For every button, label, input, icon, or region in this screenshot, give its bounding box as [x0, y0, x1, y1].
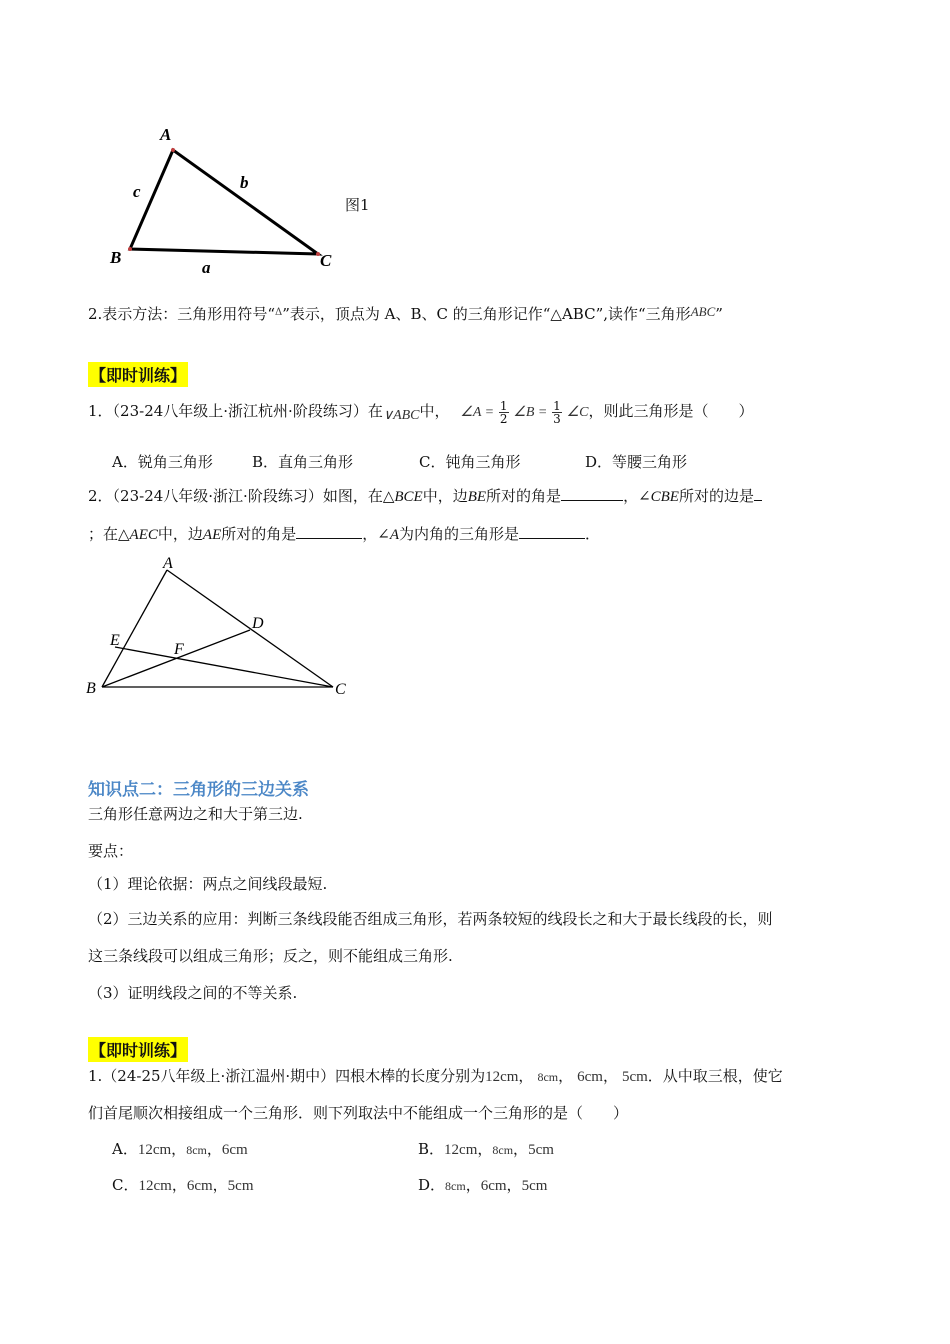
section-2-point-3: （3）证明线段之间的不等关系.: [88, 984, 298, 1002]
notation-middle: ”表示，顶点为 A、B、C 的三角形记作“△ABC”,读作“三角形: [282, 305, 691, 323]
section-2-key-points: 要点：: [88, 842, 134, 860]
figure-2-label-b: B: [86, 680, 96, 697]
notation-line: [88, 303, 723, 324]
q1-option-c[interactable]: C．钝角三角形: [419, 453, 521, 471]
q2-text-1a: 2．（23-24八年级·浙江·阶段练习）如图，在△: [88, 487, 395, 505]
q3-option-b-label: B．: [418, 1140, 445, 1158]
q1-number: 1．: [88, 402, 113, 420]
q3-option-a-sep-2: ，: [206, 1140, 222, 1158]
figure-1-side-b: b: [240, 173, 249, 192]
q1-fraction-2: [552, 400, 562, 425]
q3-option-b[interactable]: [418, 1138, 554, 1159]
q3-sep-1: ，: [518, 1067, 534, 1085]
q3-len-1: 12cm: [485, 1069, 519, 1085]
q3-sep-2: ，: [558, 1067, 574, 1085]
q3-option-c[interactable]: [112, 1174, 254, 1195]
q3-option-c-label: C．: [112, 1176, 139, 1194]
q3-option-a-label: A．: [112, 1140, 138, 1158]
q3-option-c-v2: 6cm: [186, 1178, 213, 1194]
q3-text-1b: ．从中取三根，使它: [647, 1067, 783, 1085]
q3-option-d-v2: 6cm: [480, 1178, 507, 1194]
q3-option-c-v1: 12cm: [138, 1178, 172, 1194]
q3-option-a-sep-1: ，: [171, 1140, 187, 1158]
q3-len-2: 8cm: [537, 1070, 559, 1084]
q2-blank-2[interactable]: [754, 485, 762, 501]
q1-angle-a: ∠A =: [460, 405, 495, 420]
figure-1-side-c: c: [133, 182, 141, 201]
q2-text-1c: 所对的角是: [486, 487, 562, 505]
figure-1-vertex-a: A: [160, 125, 172, 144]
q2-blank-1[interactable]: [561, 485, 623, 501]
section-2-statement: 三角形任意两边之和大于第三边.: [88, 805, 303, 823]
q2-be: BE: [467, 489, 487, 505]
figure-2-label-c: C: [335, 681, 346, 698]
q2-text-1d: ，∠: [623, 487, 651, 505]
question-2-line-1: [88, 485, 762, 506]
q1-fraction-1: [499, 400, 509, 425]
q2-text-2e: 为内角的三角形是: [399, 525, 520, 543]
q3-option-b-v2: 8cm: [492, 1143, 514, 1157]
q2-text-2a: ；在△: [88, 525, 130, 543]
q2-text-1b: 中，边: [422, 487, 468, 505]
q2-text-2d: ，∠: [362, 525, 390, 543]
q3-option-b-v3: 5cm: [528, 1142, 554, 1158]
q1-tail: ，则此三角形是（ ）: [588, 402, 754, 420]
q3-option-a-v3: 6cm: [221, 1142, 248, 1158]
q3-option-d-sep-1: ，: [465, 1176, 481, 1194]
notation-prefix: 2.表示方法：三角形用符号“: [88, 305, 275, 323]
q3-option-a-v2: 8cm: [186, 1143, 207, 1157]
figure-1-vertex-b: B: [110, 248, 122, 267]
q3-option-d[interactable]: [418, 1174, 547, 1195]
q2-blank-4[interactable]: [519, 523, 585, 539]
q2-text-1e: 所对的边是: [678, 487, 754, 505]
q1-zhong: 中，: [419, 402, 450, 420]
q1-angle-c: ∠C: [566, 405, 589, 420]
q3-option-c-sep-2: ，: [212, 1176, 228, 1194]
question-3-line-2: 们首尾顺次相接组成一个三角形．则下列取法中不能组成一个三角形的是（ ）: [88, 1104, 629, 1122]
delta-symbol: Δ: [274, 307, 283, 318]
q3-option-b-v1: 12cm: [444, 1142, 478, 1158]
section-2-point-2-line-2: 这三条线段可以组成三角形；反之，则不能组成三角形.: [88, 947, 453, 965]
section-2-point-2-line-1: （2）三边关系的应用：判断三条线段能否组成三角形，若两条较短的线段长之和大于最长线段的长，则: [88, 910, 773, 928]
practice-header-1: 【即时训练】: [88, 362, 188, 387]
figure-1-triangle: [100, 115, 360, 285]
q1-angle-b: ∠B =: [513, 405, 548, 420]
q2-text-2end: ．: [585, 525, 601, 543]
q2-bce: BCE: [394, 489, 423, 505]
q1-triangle: ∨ABC: [382, 408, 420, 423]
notation-abc: ABC: [690, 304, 716, 319]
q1-option-d[interactable]: D．等腰三角形: [585, 453, 688, 471]
q3-option-d-sep-2: ，: [506, 1176, 522, 1194]
figure-2-label-a: A: [163, 555, 173, 572]
question-2-line-2: [88, 523, 600, 544]
q3-len-4: 5cm: [621, 1069, 648, 1085]
q2-angle-a: A: [389, 527, 399, 543]
q3-option-b-sep-2: ，: [513, 1140, 529, 1158]
figure-1-vertex-c: C: [320, 251, 332, 270]
figure-1-side-a: a: [202, 258, 211, 277]
q3-option-c-sep-1: ，: [171, 1176, 187, 1194]
q2-aec: AEC: [129, 527, 158, 543]
q1-option-b[interactable]: B．直角三角形: [252, 453, 354, 471]
q3-option-b-sep-1: ，: [477, 1140, 493, 1158]
q2-text-2b: 中，边: [157, 525, 203, 543]
q3-option-a[interactable]: [112, 1138, 248, 1159]
q3-option-c-v3: 5cm: [227, 1178, 254, 1194]
q1-frac2-den: 3: [553, 411, 561, 426]
q1-frac2-num: 1: [553, 398, 561, 413]
figure-1-caption: 图1: [345, 196, 370, 214]
figure-2-label-e: E: [110, 632, 120, 649]
section-2-title: 知识点二：三角形的三边关系: [88, 780, 309, 800]
q3-len-3: 6cm: [577, 1069, 603, 1085]
q1-frac1-den: 2: [499, 411, 508, 426]
q3-option-d-label: D．: [418, 1176, 446, 1194]
q2-cbe: CBE: [650, 489, 679, 505]
q1-frac1-num: 1: [499, 398, 508, 413]
q2-blank-3[interactable]: [296, 523, 362, 539]
q2-text-2c: 所对的角是: [221, 525, 297, 543]
section-2-point-1: （1）理论依据：两点之间线段最短.: [88, 875, 328, 893]
figure-2-label-d: D: [252, 615, 264, 632]
q1-source: （23-24八年级上·浙江杭州·阶段练习）在: [112, 402, 383, 420]
question-3-line-1: [88, 1065, 783, 1086]
q3-option-d-v1: 8cm: [445, 1179, 466, 1193]
figure-2-label-f: F: [174, 641, 184, 658]
practice-header-2: 【即时训练】: [88, 1037, 188, 1062]
notation-suffix: ”: [715, 305, 723, 323]
q3-option-d-v3: 5cm: [521, 1178, 548, 1194]
q3-option-a-v1: 12cm: [137, 1142, 172, 1158]
question-1: [88, 398, 754, 428]
q3-text-1a: 1.（24-25八年级上·浙江温州·期中）四根木棒的长度分别为: [88, 1067, 486, 1085]
figure-2-triangle: [80, 550, 370, 710]
q1-option-a[interactable]: A．锐角三角形: [112, 453, 213, 471]
q2-ae: AE: [202, 527, 222, 543]
q3-sep-3: ，: [602, 1067, 618, 1085]
